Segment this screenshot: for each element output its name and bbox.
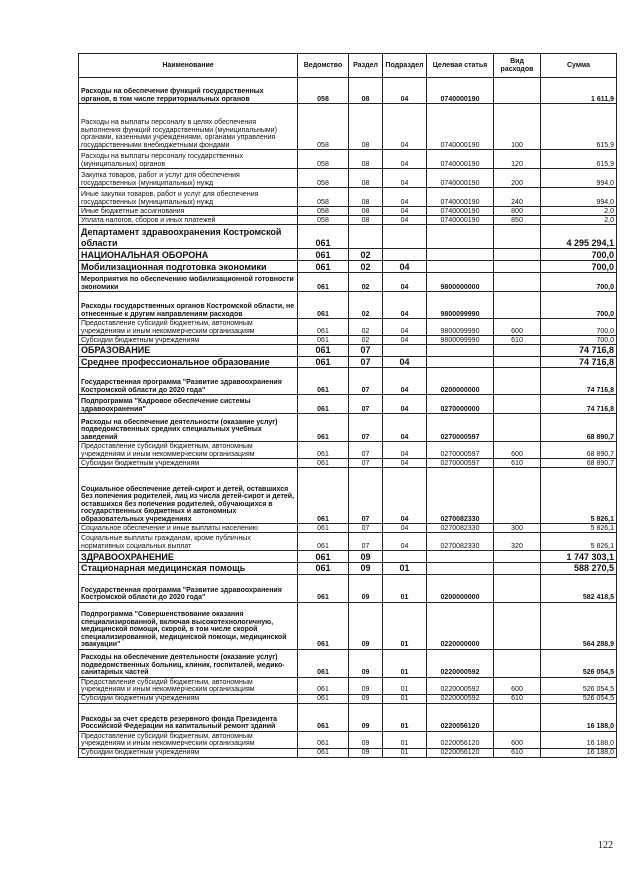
row-target-item: 0220000000 <box>427 602 494 649</box>
row-department: 058 <box>298 207 349 216</box>
row-target-item: 0200000000 <box>427 368 494 395</box>
row-target-item <box>427 563 494 575</box>
page-number: 122 <box>598 840 613 851</box>
row-name: Предоставление субсидий бюджетным, автономным учреждениям и иным некоммерческим организациям <box>79 442 298 459</box>
row-target-item: 0270082330 <box>427 524 494 533</box>
row-department: 061 <box>298 292 349 319</box>
row-target-item: 9800099990 <box>427 319 494 336</box>
row-expense-type: 240 <box>494 188 541 207</box>
row-section: 09 <box>349 602 383 649</box>
row-target-item: 0220000592 <box>427 677 494 694</box>
row-section <box>349 225 383 249</box>
row-department: 061 <box>298 574 349 602</box>
row-name: Социальные выплаты гражданам, кроме публичных нормативных социальных выплат <box>79 533 298 551</box>
row-expense-type <box>494 368 541 395</box>
row-section: 07 <box>349 524 383 533</box>
row-expense-type <box>494 414 541 442</box>
row-amount: 700,0 <box>541 319 617 336</box>
row-department: 061 <box>298 602 349 649</box>
row-target-item: 0270000597 <box>427 442 494 459</box>
row-section: 07 <box>349 533 383 551</box>
table-row <box>79 677 617 694</box>
row-expense-type: 100 <box>494 104 541 150</box>
row-department: 061 <box>298 356 349 368</box>
row-expense-type: 610 <box>494 748 541 757</box>
header-subsection: Подраздел <box>383 54 427 78</box>
row-name: Иные бюджетные ассигнования <box>79 207 298 216</box>
row-amount: 564 288,9 <box>541 602 617 649</box>
table-row <box>79 703 617 731</box>
row-expense-type <box>494 395 541 414</box>
row-subsection: 01 <box>383 677 427 694</box>
row-department: 058 <box>298 216 349 225</box>
row-subsection: 04 <box>383 356 427 368</box>
table-row <box>79 150 617 169</box>
row-amount: 68 890,7 <box>541 442 617 459</box>
row-name: Предоставление субсидий бюджетным, автономным учреждениям и иным некоммерческим организациям <box>79 731 298 748</box>
row-expense-type <box>494 292 541 319</box>
table-row <box>79 225 617 249</box>
row-expense-type <box>494 563 541 575</box>
row-target-item: 0740000190 <box>427 78 494 104</box>
table-row <box>79 459 617 468</box>
row-name: Подпрограмма "Совершенствование оказания специализированной, включая высокотехнологичную, медицинской помощи, скорой, в том числе скорой специализированной, медицинской помощи, медицинской эвакуации" <box>79 602 298 649</box>
row-amount: 588 270,5 <box>541 563 617 575</box>
table-row <box>79 336 617 345</box>
row-amount: 74 716,8 <box>541 395 617 414</box>
row-section: 07 <box>349 345 383 357</box>
row-amount: 700,0 <box>541 336 617 345</box>
row-department: 061 <box>298 368 349 395</box>
row-target-item: 0220056120 <box>427 748 494 757</box>
table-row <box>79 207 617 216</box>
row-amount: 16 188,0 <box>541 731 617 748</box>
row-expense-type <box>494 649 541 677</box>
row-subsection: 01 <box>383 649 427 677</box>
row-amount: 582 418,5 <box>541 574 617 602</box>
row-section: 02 <box>349 319 383 336</box>
row-section: 07 <box>349 459 383 468</box>
row-subsection: 04 <box>383 261 427 273</box>
row-target-item: 0740000190 <box>427 188 494 207</box>
row-subsection: 04 <box>383 442 427 459</box>
row-name: Государственная программа "Развитие здравоохранения Костромской области до 2020 года" <box>79 574 298 602</box>
row-amount: 1 611,9 <box>541 78 617 104</box>
row-subsection: 04 <box>383 533 427 551</box>
row-subsection: 04 <box>383 104 427 150</box>
row-expense-type: 300 <box>494 524 541 533</box>
row-amount: 526 054,5 <box>541 649 617 677</box>
row-department: 061 <box>298 442 349 459</box>
row-department: 061 <box>298 345 349 357</box>
table-row <box>79 78 617 104</box>
row-subsection: 04 <box>383 169 427 188</box>
row-name: Иные закупки товаров, работ и услуг для обеспечения государственных (муниципальных) нужд <box>79 188 298 207</box>
table-row <box>79 273 617 292</box>
table-row <box>79 442 617 459</box>
row-amount: 4 295 294,1 <box>541 225 617 249</box>
row-target-item: 0270000597 <box>427 414 494 442</box>
row-subsection <box>383 225 427 249</box>
table-row <box>79 694 617 703</box>
row-name: Мобилизационная подготовка экономики <box>79 261 298 273</box>
table-row <box>79 731 617 748</box>
row-department: 061 <box>298 319 349 336</box>
row-expense-type: 600 <box>494 731 541 748</box>
row-name: Субсидии бюджетным учреждениям <box>79 336 298 345</box>
table-row <box>79 356 617 368</box>
row-subsection: 04 <box>383 395 427 414</box>
table-row <box>79 649 617 677</box>
budget-table <box>78 53 617 758</box>
row-target-item: 0270000597 <box>427 459 494 468</box>
row-section: 02 <box>349 249 383 261</box>
table-row <box>79 345 617 357</box>
row-department: 058 <box>298 188 349 207</box>
row-name: Субсидии бюджетным учреждениям <box>79 748 298 757</box>
table-row <box>79 104 617 150</box>
row-name: Субсидии бюджетным учреждениям <box>79 694 298 703</box>
row-department: 058 <box>298 78 349 104</box>
row-name: Государственная программа "Развитие здравоохранения Костромской области до 2020 года" <box>79 368 298 395</box>
row-department: 061 <box>298 748 349 757</box>
row-target-item: 0740000190 <box>427 216 494 225</box>
row-subsection <box>383 551 427 563</box>
row-name: Предоставление субсидий бюджетным, автономным учреждениям и иным некоммерческим организациям <box>79 677 298 694</box>
header-name: Наименование <box>79 54 298 78</box>
row-name: Уплата налогов, сборов и иных платежей <box>79 216 298 225</box>
row-target-item: 9800000000 <box>427 273 494 292</box>
row-target-item <box>427 345 494 357</box>
row-expense-type: 600 <box>494 319 541 336</box>
row-target-item: 0740000190 <box>427 150 494 169</box>
row-target-item <box>427 249 494 261</box>
row-subsection: 04 <box>383 414 427 442</box>
row-expense-type <box>494 273 541 292</box>
row-department: 058 <box>298 169 349 188</box>
header-amount: Сумма <box>541 54 617 78</box>
header-target-item: Целевая статья <box>427 54 494 78</box>
row-amount: 74 716,8 <box>541 345 617 357</box>
row-subsection: 01 <box>383 748 427 757</box>
table-row <box>79 169 617 188</box>
row-amount: 2,0 <box>541 207 617 216</box>
row-section: 08 <box>349 216 383 225</box>
row-amount: 5 826,1 <box>541 468 617 524</box>
header-department: Ведомство <box>298 54 349 78</box>
row-subsection: 04 <box>383 336 427 345</box>
row-subsection: 01 <box>383 574 427 602</box>
row-section: 02 <box>349 273 383 292</box>
header-section: Раздел <box>349 54 383 78</box>
row-section: 07 <box>349 356 383 368</box>
row-subsection: 01 <box>383 602 427 649</box>
row-subsection: 04 <box>383 368 427 395</box>
row-expense-type <box>494 356 541 368</box>
row-name: Закупка товаров, работ и услуг для обеспечения государственных (муниципальных) нужд <box>79 169 298 188</box>
row-expense-type: 600 <box>494 677 541 694</box>
row-department: 061 <box>298 703 349 731</box>
row-expense-type <box>494 261 541 273</box>
row-subsection: 04 <box>383 319 427 336</box>
row-name: Расходы на обеспечение деятельности (оказание услуг) подведомственных средних специальных учебных заведений <box>79 414 298 442</box>
row-target-item: 0270000000 <box>427 395 494 414</box>
row-name: ОБРАЗОВАНИЕ <box>79 345 298 357</box>
row-target-item: 0270082330 <box>427 468 494 524</box>
row-department: 061 <box>298 533 349 551</box>
row-department: 061 <box>298 261 349 273</box>
row-section: 09 <box>349 677 383 694</box>
row-expense-type <box>494 468 541 524</box>
table-row <box>79 188 617 207</box>
row-subsection: 04 <box>383 273 427 292</box>
row-section: 08 <box>349 104 383 150</box>
row-subsection: 01 <box>383 694 427 703</box>
row-name: Подпрограмма "Кадровое обеспечение системы здравоохранения" <box>79 395 298 414</box>
row-name: Стационарная медицинская помощь <box>79 563 298 575</box>
row-subsection: 04 <box>383 216 427 225</box>
row-section: 07 <box>349 414 383 442</box>
row-name: Расходы на обеспечение функций государственных органов, в том числе территориальных органов <box>79 78 298 104</box>
row-target-item: 0220000592 <box>427 649 494 677</box>
row-section: 08 <box>349 78 383 104</box>
row-subsection: 04 <box>383 78 427 104</box>
row-target-item <box>427 225 494 249</box>
row-section: 09 <box>349 694 383 703</box>
row-department: 061 <box>298 249 349 261</box>
table-row <box>79 216 617 225</box>
row-amount: 5 826,1 <box>541 533 617 551</box>
row-target-item: 0740000190 <box>427 104 494 150</box>
row-subsection: 04 <box>383 468 427 524</box>
row-expense-type: 850 <box>494 216 541 225</box>
row-section: 07 <box>349 442 383 459</box>
row-section: 09 <box>349 551 383 563</box>
row-target-item: 0220000592 <box>427 694 494 703</box>
table-row <box>79 414 617 442</box>
row-subsection: 04 <box>383 459 427 468</box>
row-section: 08 <box>349 169 383 188</box>
row-subsection <box>383 345 427 357</box>
row-expense-type: 610 <box>494 336 541 345</box>
row-section: 09 <box>349 649 383 677</box>
table-row <box>79 468 617 524</box>
row-expense-type: 610 <box>494 459 541 468</box>
row-target-item: 9800099990 <box>427 292 494 319</box>
table-row <box>79 533 617 551</box>
row-department: 061 <box>298 395 349 414</box>
row-section: 09 <box>349 563 383 575</box>
row-expense-type: 600 <box>494 442 541 459</box>
row-amount: 68 890,7 <box>541 414 617 442</box>
row-target-item: 0220056120 <box>427 731 494 748</box>
row-department: 061 <box>298 551 349 563</box>
row-amount: 74 716,8 <box>541 368 617 395</box>
row-department: 061 <box>298 524 349 533</box>
row-section: 02 <box>349 292 383 319</box>
table-row <box>79 524 617 533</box>
row-name: Субсидии бюджетным учреждениям <box>79 459 298 468</box>
row-subsection: 04 <box>383 188 427 207</box>
row-section: 09 <box>349 748 383 757</box>
table-row <box>79 395 617 414</box>
row-section: 02 <box>349 261 383 273</box>
row-target-item: 0740000190 <box>427 169 494 188</box>
row-amount: 2,0 <box>541 216 617 225</box>
row-expense-type <box>494 551 541 563</box>
row-expense-type <box>494 249 541 261</box>
row-subsection: 04 <box>383 150 427 169</box>
row-expense-type: 200 <box>494 169 541 188</box>
row-expense-type: 610 <box>494 694 541 703</box>
row-department: 061 <box>298 694 349 703</box>
row-expense-type <box>494 78 541 104</box>
row-name: Социальное обеспечение и иные выплаты населению <box>79 524 298 533</box>
row-expense-type: 120 <box>494 150 541 169</box>
row-amount: 700,0 <box>541 273 617 292</box>
row-department: 061 <box>298 459 349 468</box>
row-section: 07 <box>349 395 383 414</box>
row-department: 061 <box>298 649 349 677</box>
row-name: Расходы на выплаты персоналу государственных (муниципальных) органов <box>79 150 298 169</box>
row-subsection: 04 <box>383 207 427 216</box>
row-section: 07 <box>349 468 383 524</box>
row-department: 061 <box>298 677 349 694</box>
row-expense-type <box>494 225 541 249</box>
row-name: Мероприятия по обеспечению мобилизационной готовности экономики <box>79 273 298 292</box>
row-expense-type: 320 <box>494 533 541 551</box>
table-row <box>79 261 617 273</box>
row-expense-type <box>494 703 541 731</box>
row-subsection: 01 <box>383 731 427 748</box>
row-target-item: 0200000000 <box>427 574 494 602</box>
row-department: 061 <box>298 414 349 442</box>
row-amount: 526 054,5 <box>541 694 617 703</box>
row-name: ЗДРАВООХРАНЕНИЕ <box>79 551 298 563</box>
row-name: Департамент здравоохранения Костромской области <box>79 225 298 249</box>
row-amount: 994,0 <box>541 169 617 188</box>
header-expense-type: Вид расходов <box>494 54 541 78</box>
row-expense-type <box>494 602 541 649</box>
row-subsection: 01 <box>383 563 427 575</box>
row-section: 08 <box>349 188 383 207</box>
row-subsection: 01 <box>383 703 427 731</box>
row-target-item <box>427 356 494 368</box>
row-amount: 5 826,1 <box>541 524 617 533</box>
row-name: Среднее профессиональное образование <box>79 356 298 368</box>
row-section: 09 <box>349 703 383 731</box>
row-target-item: 0740000190 <box>427 207 494 216</box>
row-department: 061 <box>298 273 349 292</box>
row-name: Предоставление субсидий бюджетным, автономным учреждениям и иным некоммерческим организациям <box>79 319 298 336</box>
row-amount: 615,9 <box>541 104 617 150</box>
row-subsection: 04 <box>383 524 427 533</box>
table-row <box>79 249 617 261</box>
table-row <box>79 551 617 563</box>
row-amount: 526 054,5 <box>541 677 617 694</box>
row-amount: 16 188,0 <box>541 703 617 731</box>
row-section: 07 <box>349 368 383 395</box>
row-target-item <box>427 551 494 563</box>
row-target-item: 9800099990 <box>427 336 494 345</box>
table-row <box>79 574 617 602</box>
row-name: Расходы за счет средств резервного фонда Президента Российской Федерации на капитальный ремонт зданий <box>79 703 298 731</box>
table-row <box>79 602 617 649</box>
table-row <box>79 368 617 395</box>
row-target-item: 0270082330 <box>427 533 494 551</box>
table-row <box>79 748 617 757</box>
row-department: 061 <box>298 336 349 345</box>
row-amount: 615,9 <box>541 150 617 169</box>
row-department: 061 <box>298 468 349 524</box>
row-amount: 700,0 <box>541 292 617 319</box>
row-target-item <box>427 261 494 273</box>
row-amount: 16 188,0 <box>541 748 617 757</box>
row-section: 09 <box>349 574 383 602</box>
row-subsection: 04 <box>383 292 427 319</box>
row-name: Расходы на обеспечение деятельности (оказание услуг) подведомственных больниц, клиник, госпиталей, медико-санитарных частей <box>79 649 298 677</box>
row-department: 058 <box>298 104 349 150</box>
row-department: 061 <box>298 225 349 249</box>
row-amount: 74 716,8 <box>541 356 617 368</box>
row-name: Социальное обеспечение детей-сирот и детей, оставшихся без попечения родителей, лиц из числа детей-сирот и детей, оставшихся без попечения родителей, обучающихся в государственных бюджетных и автономных образовательных учреждениях <box>79 468 298 524</box>
row-expense-type <box>494 345 541 357</box>
row-amount: 700,0 <box>541 249 617 261</box>
row-department: 061 <box>298 563 349 575</box>
row-name: Расходы на выплаты персоналу в целях обеспечения выполнения функций государственными (муниципальными) органами, казенными учреждениями, органами управления государственными внебюджетными фондами <box>79 104 298 150</box>
row-name: НАЦИОНАЛЬНАЯ ОБОРОНА <box>79 249 298 261</box>
row-section: 08 <box>349 150 383 169</box>
row-department: 061 <box>298 731 349 748</box>
table-row <box>79 292 617 319</box>
row-expense-type <box>494 574 541 602</box>
row-section: 02 <box>349 336 383 345</box>
row-amount: 700,0 <box>541 261 617 273</box>
row-section: 09 <box>349 731 383 748</box>
row-target-item: 0220056120 <box>427 703 494 731</box>
row-section: 08 <box>349 207 383 216</box>
row-amount: 68 890,7 <box>541 459 617 468</box>
table-row <box>79 563 617 575</box>
row-name: Расходы государственных органов Костромской области, не отнесенные к другим направлениям расходов <box>79 292 298 319</box>
table-body <box>79 78 617 758</box>
row-subsection <box>383 249 427 261</box>
header-row <box>79 54 617 78</box>
row-amount: 994,0 <box>541 188 617 207</box>
row-department: 058 <box>298 150 349 169</box>
row-expense-type: 800 <box>494 207 541 216</box>
table-row <box>79 319 617 336</box>
row-amount: 1 747 303,1 <box>541 551 617 563</box>
